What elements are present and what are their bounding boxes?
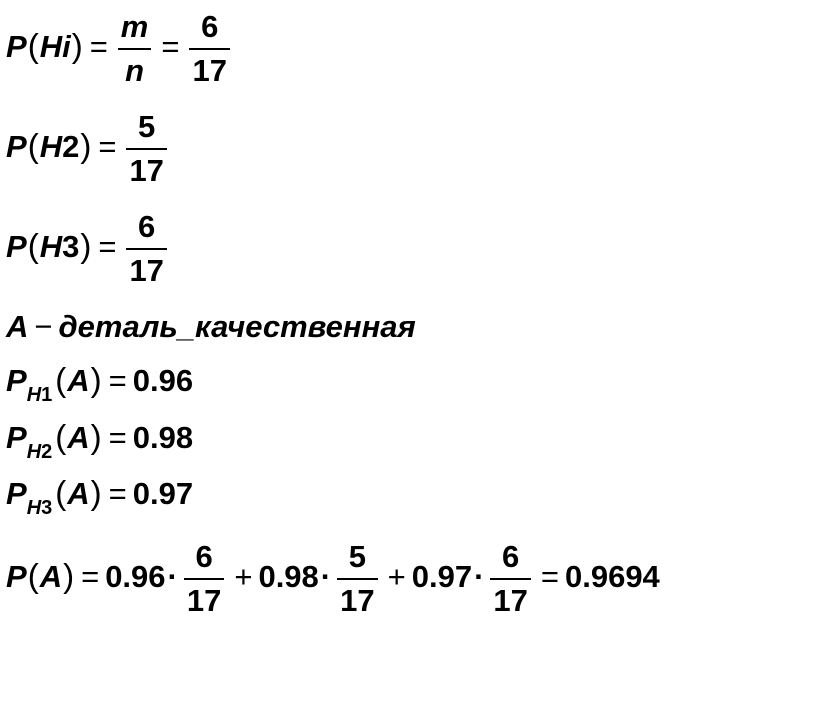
symbol-a: A [6, 309, 29, 344]
fraction-denominator: 17 [129, 253, 164, 288]
minus-sign: − [34, 309, 53, 344]
fraction-6-17 [126, 208, 166, 290]
fraction-6-17 [189, 8, 229, 90]
event-definition [6, 310, 416, 344]
paren-open: ( [27, 27, 39, 65]
symbol-h: H [39, 129, 63, 165]
paren-open: ( [27, 127, 39, 165]
fraction-numerator: 5 [126, 108, 166, 150]
subscript-digit: 1 [41, 384, 53, 406]
multiply-dot: · [320, 559, 332, 595]
formula-probability-h2 [6, 108, 171, 190]
subscript-h: H [26, 441, 42, 463]
symbol-a: A [39, 559, 63, 595]
formula-probability-hi [6, 8, 234, 90]
paren-close: ) [90, 474, 102, 511]
paren-open: ( [55, 474, 67, 511]
paren-close: ) [80, 127, 92, 165]
fraction-m-over-n [118, 8, 152, 90]
fraction-denominator: 17 [129, 153, 164, 188]
plus-sign: + [387, 559, 406, 595]
probability-value: 0.98 [132, 420, 194, 455]
fraction-denominator: 17 [340, 583, 375, 618]
coefficient-3: 0.97 [411, 559, 473, 595]
fraction-denominator: 17 [493, 583, 528, 618]
fraction-numerator: 6 [184, 538, 224, 580]
paren-open: ( [55, 361, 67, 398]
fraction-numerator: m [118, 8, 152, 50]
coefficient-1: 0.96 [105, 559, 166, 595]
fraction-denominator: n [125, 53, 145, 88]
equals-sign: = [540, 559, 559, 595]
probability-value: 0.96 [132, 363, 194, 398]
subscript-digit: 2 [41, 441, 53, 463]
equals-sign: = [89, 29, 108, 65]
symbol-p: P [6, 559, 27, 595]
paren-close: ) [80, 227, 92, 265]
fraction-numerator: 5 [337, 538, 377, 580]
paren-close: ) [90, 418, 102, 455]
paren-close: ) [63, 557, 75, 595]
fraction-term-1 [184, 538, 224, 620]
equals-sign: = [98, 129, 117, 165]
paren-close: ) [90, 361, 102, 398]
symbol-p: P [6, 420, 27, 455]
multiply-dot: · [167, 559, 178, 595]
fraction-term-2 [337, 538, 377, 620]
symbol-p: P [6, 229, 27, 265]
paren-open: ( [55, 418, 67, 455]
formula-conditional-h3 [6, 476, 193, 525]
equals-sign: = [98, 229, 117, 265]
plus-sign: + [234, 559, 253, 595]
fraction-numerator: 6 [490, 538, 530, 580]
symbol-p: P [6, 29, 27, 65]
symbol-p: P [6, 476, 27, 511]
paren-open: ( [27, 227, 39, 265]
event-description: деталь_качественная [58, 309, 416, 344]
paren-close: ) [71, 27, 83, 65]
result-value: 0.9694 [564, 559, 660, 595]
symbol-p: P [6, 129, 27, 165]
symbol-a: A [67, 420, 90, 455]
fraction-denominator: 17 [186, 583, 222, 618]
symbol-a: A [67, 476, 90, 511]
probability-value: 0.97 [132, 476, 194, 511]
fraction-numerator: 6 [126, 208, 166, 250]
fraction-denominator: 17 [192, 53, 227, 88]
subscript-h: H [26, 497, 42, 519]
symbol-h: H [39, 229, 63, 265]
equals-sign: = [108, 476, 127, 511]
formula-conditional-h2 [6, 420, 193, 469]
formula-probability-h3 [6, 208, 171, 290]
subscript [27, 441, 53, 463]
formula-conditional-h1 [6, 363, 193, 412]
subscript-digit: 3 [41, 497, 53, 519]
formula-total-probability [6, 538, 660, 620]
fraction-numerator: 6 [189, 8, 229, 50]
multiply-dot: · [474, 559, 485, 595]
symbol-p: P [6, 363, 27, 398]
coefficient-2: 0.98 [258, 559, 319, 595]
equals-sign: = [161, 29, 180, 65]
equals-sign: = [81, 559, 100, 595]
equals-sign: = [108, 420, 127, 455]
symbol-hi: Hi [39, 29, 71, 65]
digit: 3 [62, 229, 80, 265]
fraction-5-17 [126, 108, 166, 190]
fraction-term-3 [490, 538, 530, 620]
subscript [27, 497, 53, 519]
paren-open: ( [27, 557, 39, 595]
subscript [27, 384, 53, 406]
equals-sign: = [108, 363, 127, 398]
digit: 2 [62, 129, 80, 165]
symbol-a: A [67, 363, 90, 398]
subscript-h: H [26, 384, 42, 406]
